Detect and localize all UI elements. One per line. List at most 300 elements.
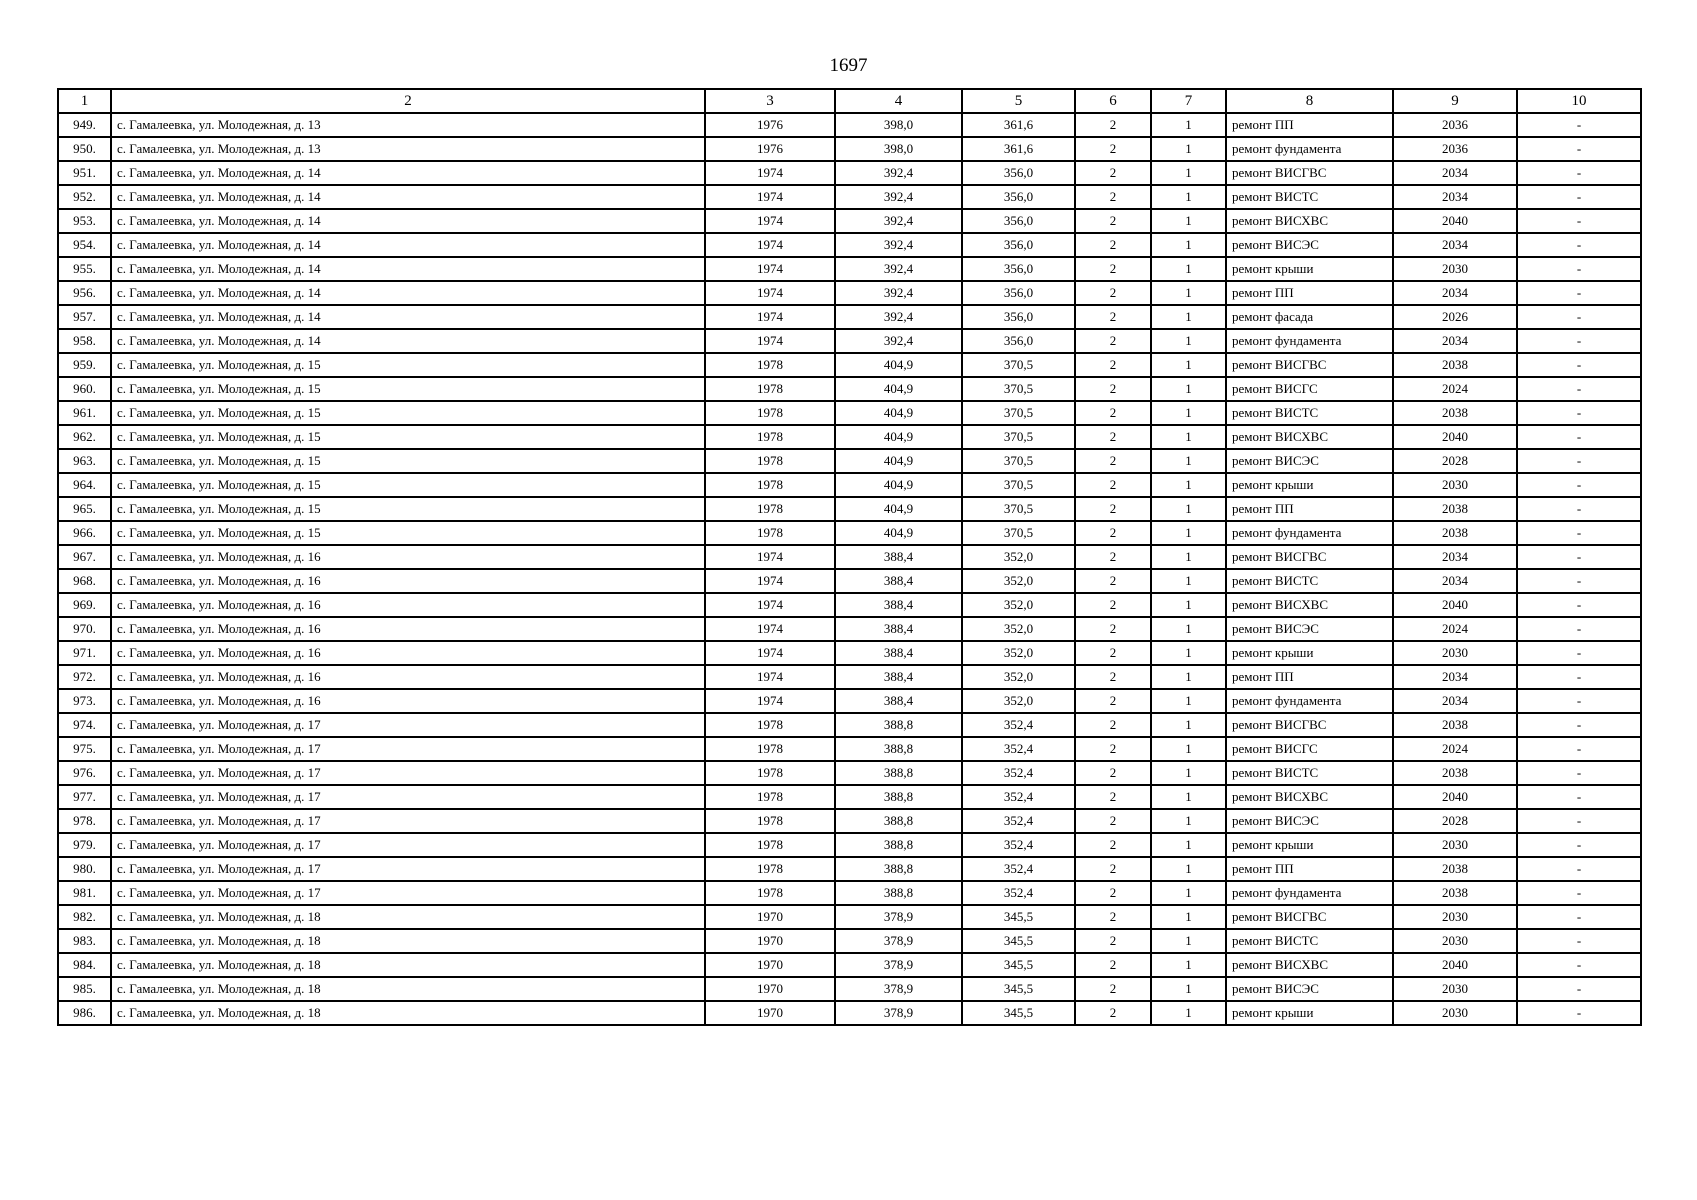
repair-type-cell: ремонт ВИСЭС	[1226, 233, 1393, 257]
living-area-cell: 370,5	[962, 449, 1075, 473]
floors-cell: 2	[1075, 377, 1151, 401]
floors-cell: 2	[1075, 569, 1151, 593]
table-row	[58, 977, 1641, 1001]
address-cell: с. Гамалеевка, ул. Молодежная, д. 16	[111, 569, 705, 593]
notes-cell: -	[1517, 473, 1641, 497]
floors-cell: 2	[1075, 209, 1151, 233]
total-area-cell: 392,4	[835, 281, 962, 305]
repair-type-cell: ремонт ВИСХВС	[1226, 593, 1393, 617]
year-built-cell: 1970	[705, 905, 835, 929]
table-row	[58, 209, 1641, 233]
address-cell: с. Гамалеевка, ул. Молодежная, д. 18	[111, 929, 705, 953]
row-number-cell: 963.	[58, 449, 111, 473]
planned-year-cell: 2034	[1393, 545, 1517, 569]
planned-year-cell: 2036	[1393, 137, 1517, 161]
living-area-cell: 352,4	[962, 761, 1075, 785]
year-built-cell: 1974	[705, 545, 835, 569]
row-number-cell: 971.	[58, 641, 111, 665]
total-area-cell: 378,9	[835, 929, 962, 953]
floors-cell: 2	[1075, 761, 1151, 785]
row-number-cell: 966.	[58, 521, 111, 545]
planned-year-cell: 2034	[1393, 281, 1517, 305]
entrances-cell: 1	[1151, 953, 1226, 977]
total-area-cell: 388,4	[835, 641, 962, 665]
living-area-cell: 356,0	[962, 281, 1075, 305]
floors-cell: 2	[1075, 905, 1151, 929]
entrances-cell: 1	[1151, 137, 1226, 161]
address-cell: с. Гамалеевка, ул. Молодежная, д. 16	[111, 545, 705, 569]
address-cell: с. Гамалеевка, ул. Молодежная, д. 14	[111, 161, 705, 185]
repair-type-cell: ремонт крыши	[1226, 473, 1393, 497]
living-area-cell: 345,5	[962, 977, 1075, 1001]
total-area-cell: 388,8	[835, 785, 962, 809]
living-area-cell: 352,0	[962, 665, 1075, 689]
repair-type-cell: ремонт ВИСГС	[1226, 737, 1393, 761]
row-number-cell: 977.	[58, 785, 111, 809]
column-header: 7	[1151, 89, 1226, 113]
table-row	[58, 401, 1641, 425]
column-header: 5	[962, 89, 1075, 113]
notes-cell: -	[1517, 113, 1641, 137]
repair-type-cell: ремонт крыши	[1226, 257, 1393, 281]
year-built-cell: 1974	[705, 209, 835, 233]
year-built-cell: 1970	[705, 929, 835, 953]
page-number: 1697	[829, 55, 868, 76]
floors-cell: 2	[1075, 881, 1151, 905]
floors-cell: 2	[1075, 665, 1151, 689]
living-area-cell: 352,4	[962, 881, 1075, 905]
living-area-cell: 345,5	[962, 905, 1075, 929]
planned-year-cell: 2034	[1393, 329, 1517, 353]
living-area-cell: 352,0	[962, 569, 1075, 593]
total-area-cell: 378,9	[835, 905, 962, 929]
address-cell: с. Гамалеевка, ул. Молодежная, д. 18	[111, 977, 705, 1001]
address-cell: с. Гамалеевка, ул. Молодежная, д. 15	[111, 425, 705, 449]
total-area-cell: 398,0	[835, 113, 962, 137]
entrances-cell: 1	[1151, 689, 1226, 713]
row-number-cell: 954.	[58, 233, 111, 257]
table-row	[58, 257, 1641, 281]
floors-cell: 2	[1075, 545, 1151, 569]
living-area-cell: 370,5	[962, 497, 1075, 521]
total-area-cell: 404,9	[835, 401, 962, 425]
address-cell: с. Гамалеевка, ул. Молодежная, д. 14	[111, 281, 705, 305]
planned-year-cell: 2038	[1393, 713, 1517, 737]
notes-cell: -	[1517, 953, 1641, 977]
row-number-cell: 957.	[58, 305, 111, 329]
table-row	[58, 449, 1641, 473]
notes-cell: -	[1517, 857, 1641, 881]
address-cell: с. Гамалеевка, ул. Молодежная, д. 17	[111, 713, 705, 737]
row-number-cell: 960.	[58, 377, 111, 401]
notes-cell: -	[1517, 137, 1641, 161]
living-area-cell: 356,0	[962, 233, 1075, 257]
notes-cell: -	[1517, 377, 1641, 401]
address-cell: с. Гамалеевка, ул. Молодежная, д. 15	[111, 521, 705, 545]
planned-year-cell: 2038	[1393, 497, 1517, 521]
year-built-cell: 1978	[705, 761, 835, 785]
table-row	[58, 785, 1641, 809]
total-area-cell: 404,9	[835, 353, 962, 377]
notes-cell: -	[1517, 569, 1641, 593]
entrances-cell: 1	[1151, 329, 1226, 353]
planned-year-cell: 2024	[1393, 737, 1517, 761]
repair-type-cell: ремонт фундамента	[1226, 329, 1393, 353]
entrances-cell: 1	[1151, 617, 1226, 641]
entrances-cell: 1	[1151, 881, 1226, 905]
row-number-cell: 949.	[58, 113, 111, 137]
living-area-cell: 370,5	[962, 377, 1075, 401]
living-area-cell: 356,0	[962, 329, 1075, 353]
living-area-cell: 352,4	[962, 785, 1075, 809]
total-area-cell: 388,8	[835, 833, 962, 857]
row-number-cell: 956.	[58, 281, 111, 305]
total-area-cell: 392,4	[835, 329, 962, 353]
entrances-cell: 1	[1151, 833, 1226, 857]
repair-type-cell: ремонт ВИСХВС	[1226, 953, 1393, 977]
address-cell: с. Гамалеевка, ул. Молодежная, д. 17	[111, 785, 705, 809]
planned-year-cell: 2028	[1393, 449, 1517, 473]
repair-type-cell: ремонт фундамента	[1226, 881, 1393, 905]
year-built-cell: 1978	[705, 833, 835, 857]
notes-cell: -	[1517, 617, 1641, 641]
table-row	[58, 1001, 1641, 1025]
notes-cell: -	[1517, 785, 1641, 809]
table-row	[58, 497, 1641, 521]
notes-cell: -	[1517, 401, 1641, 425]
notes-cell: -	[1517, 161, 1641, 185]
floors-cell: 2	[1075, 425, 1151, 449]
address-cell: с. Гамалеевка, ул. Молодежная, д. 17	[111, 833, 705, 857]
total-area-cell: 398,0	[835, 137, 962, 161]
row-number-cell: 976.	[58, 761, 111, 785]
row-number-cell: 979.	[58, 833, 111, 857]
address-cell: с. Гамалеевка, ул. Молодежная, д. 17	[111, 809, 705, 833]
entrances-cell: 1	[1151, 905, 1226, 929]
address-cell: с. Гамалеевка, ул. Молодежная, д. 13	[111, 137, 705, 161]
table-row	[58, 857, 1641, 881]
entrances-cell: 1	[1151, 113, 1226, 137]
notes-cell: -	[1517, 833, 1641, 857]
floors-cell: 2	[1075, 281, 1151, 305]
planned-year-cell: 2030	[1393, 257, 1517, 281]
notes-cell: -	[1517, 641, 1641, 665]
repair-type-cell: ремонт ПП	[1226, 665, 1393, 689]
entrances-cell: 1	[1151, 809, 1226, 833]
repair-type-cell: ремонт ВИСГВС	[1226, 161, 1393, 185]
column-number-header-row	[58, 89, 1641, 113]
entrances-cell: 1	[1151, 977, 1226, 1001]
year-built-cell: 1974	[705, 617, 835, 641]
notes-cell: -	[1517, 425, 1641, 449]
notes-cell: -	[1517, 737, 1641, 761]
entrances-cell: 1	[1151, 257, 1226, 281]
planned-year-cell: 2030	[1393, 977, 1517, 1001]
total-area-cell: 388,4	[835, 617, 962, 641]
entrances-cell: 1	[1151, 497, 1226, 521]
floors-cell: 2	[1075, 1001, 1151, 1025]
year-built-cell: 1978	[705, 377, 835, 401]
address-cell: с. Гамалеевка, ул. Молодежная, д. 17	[111, 857, 705, 881]
year-built-cell: 1974	[705, 665, 835, 689]
table-row	[58, 761, 1641, 785]
entrances-cell: 1	[1151, 569, 1226, 593]
address-cell: с. Гамалеевка, ул. Молодежная, д. 18	[111, 905, 705, 929]
year-built-cell: 1978	[705, 425, 835, 449]
floors-cell: 2	[1075, 641, 1151, 665]
entrances-cell: 1	[1151, 185, 1226, 209]
year-built-cell: 1978	[705, 737, 835, 761]
row-number-cell: 952.	[58, 185, 111, 209]
planned-year-cell: 2030	[1393, 929, 1517, 953]
floors-cell: 2	[1075, 449, 1151, 473]
address-cell: с. Гамалеевка, ул. Молодежная, д. 15	[111, 401, 705, 425]
address-cell: с. Гамалеевка, ул. Молодежная, д. 18	[111, 953, 705, 977]
notes-cell: -	[1517, 521, 1641, 545]
notes-cell: -	[1517, 1001, 1641, 1025]
floors-cell: 2	[1075, 953, 1151, 977]
total-area-cell: 388,4	[835, 593, 962, 617]
year-built-cell: 1974	[705, 233, 835, 257]
entrances-cell: 1	[1151, 305, 1226, 329]
entrances-cell: 1	[1151, 425, 1226, 449]
address-cell: с. Гамалеевка, ул. Молодежная, д. 17	[111, 761, 705, 785]
entrances-cell: 1	[1151, 665, 1226, 689]
floors-cell: 2	[1075, 161, 1151, 185]
floors-cell: 2	[1075, 137, 1151, 161]
column-header: 1	[58, 89, 111, 113]
repair-type-cell: ремонт крыши	[1226, 1001, 1393, 1025]
living-area-cell: 370,5	[962, 521, 1075, 545]
row-number-cell: 962.	[58, 425, 111, 449]
living-area-cell: 370,5	[962, 401, 1075, 425]
table-row	[58, 233, 1641, 257]
repair-type-cell: ремонт ВИСТС	[1226, 929, 1393, 953]
year-built-cell: 1978	[705, 521, 835, 545]
column-header: 8	[1226, 89, 1393, 113]
row-number-cell: 950.	[58, 137, 111, 161]
repair-type-cell: ремонт ВИСГВС	[1226, 713, 1393, 737]
entrances-cell: 1	[1151, 401, 1226, 425]
address-cell: с. Гамалеевка, ул. Молодежная, д. 18	[111, 1001, 705, 1025]
total-area-cell: 388,4	[835, 545, 962, 569]
planned-year-cell: 2040	[1393, 209, 1517, 233]
living-area-cell: 356,0	[962, 209, 1075, 233]
table-row	[58, 185, 1641, 209]
notes-cell: -	[1517, 233, 1641, 257]
entrances-cell: 1	[1151, 857, 1226, 881]
living-area-cell: 352,0	[962, 593, 1075, 617]
planned-year-cell: 2034	[1393, 569, 1517, 593]
address-cell: с. Гамалеевка, ул. Молодежная, д. 15	[111, 377, 705, 401]
floors-cell: 2	[1075, 857, 1151, 881]
row-number-cell: 985.	[58, 977, 111, 1001]
living-area-cell: 352,0	[962, 545, 1075, 569]
table-row	[58, 569, 1641, 593]
address-cell: с. Гамалеевка, ул. Молодежная, д. 17	[111, 737, 705, 761]
entrances-cell: 1	[1151, 545, 1226, 569]
planned-year-cell: 2030	[1393, 641, 1517, 665]
notes-cell: -	[1517, 713, 1641, 737]
entrances-cell: 1	[1151, 377, 1226, 401]
floors-cell: 2	[1075, 785, 1151, 809]
repair-type-cell: ремонт ВИСГВС	[1226, 353, 1393, 377]
floors-cell: 2	[1075, 521, 1151, 545]
row-number-cell: 955.	[58, 257, 111, 281]
floors-cell: 2	[1075, 593, 1151, 617]
year-built-cell: 1970	[705, 953, 835, 977]
planned-year-cell: 2038	[1393, 521, 1517, 545]
repair-type-cell: ремонт ПП	[1226, 497, 1393, 521]
living-area-cell: 345,5	[962, 1001, 1075, 1025]
address-cell: с. Гамалеевка, ул. Молодежная, д. 15	[111, 353, 705, 377]
repair-type-cell: ремонт ПП	[1226, 281, 1393, 305]
year-built-cell: 1978	[705, 401, 835, 425]
floors-cell: 2	[1075, 713, 1151, 737]
table-row	[58, 737, 1641, 761]
year-built-cell: 1974	[705, 689, 835, 713]
row-number-cell: 953.	[58, 209, 111, 233]
total-area-cell: 388,8	[835, 737, 962, 761]
living-area-cell: 352,4	[962, 857, 1075, 881]
repair-type-cell: ремонт ВИСГС	[1226, 377, 1393, 401]
planned-year-cell: 2040	[1393, 425, 1517, 449]
table-row	[58, 881, 1641, 905]
table-row	[58, 929, 1641, 953]
planned-year-cell: 2034	[1393, 161, 1517, 185]
row-number-cell: 978.	[58, 809, 111, 833]
capital-repair-table	[57, 88, 1642, 1026]
total-area-cell: 378,9	[835, 1001, 962, 1025]
row-number-cell: 980.	[58, 857, 111, 881]
notes-cell: -	[1517, 809, 1641, 833]
column-header: 6	[1075, 89, 1151, 113]
address-cell: с. Гамалеевка, ул. Молодежная, д. 16	[111, 617, 705, 641]
row-number-cell: 961.	[58, 401, 111, 425]
notes-cell: -	[1517, 329, 1641, 353]
total-area-cell: 392,4	[835, 233, 962, 257]
planned-year-cell: 2034	[1393, 689, 1517, 713]
notes-cell: -	[1517, 929, 1641, 953]
table-body	[58, 113, 1641, 1025]
notes-cell: -	[1517, 209, 1641, 233]
table-row	[58, 521, 1641, 545]
repair-type-cell: ремонт ВИСГВС	[1226, 545, 1393, 569]
year-built-cell: 1976	[705, 113, 835, 137]
entrances-cell: 1	[1151, 161, 1226, 185]
floors-cell: 2	[1075, 497, 1151, 521]
total-area-cell: 404,9	[835, 425, 962, 449]
total-area-cell: 392,4	[835, 257, 962, 281]
repair-type-cell: ремонт фундамента	[1226, 689, 1393, 713]
living-area-cell: 356,0	[962, 305, 1075, 329]
total-area-cell: 378,9	[835, 977, 962, 1001]
row-number-cell: 974.	[58, 713, 111, 737]
living-area-cell: 356,0	[962, 161, 1075, 185]
planned-year-cell: 2024	[1393, 377, 1517, 401]
row-number-cell: 967.	[58, 545, 111, 569]
repair-type-cell: ремонт ВИСЭС	[1226, 809, 1393, 833]
repair-type-cell: ремонт ВИСХВС	[1226, 209, 1393, 233]
living-area-cell: 361,6	[962, 137, 1075, 161]
table-row	[58, 137, 1641, 161]
floors-cell: 2	[1075, 353, 1151, 377]
total-area-cell: 404,9	[835, 497, 962, 521]
total-area-cell: 404,9	[835, 521, 962, 545]
entrances-cell: 1	[1151, 761, 1226, 785]
row-number-cell: 964.	[58, 473, 111, 497]
row-number-cell: 951.	[58, 161, 111, 185]
notes-cell: -	[1517, 185, 1641, 209]
year-built-cell: 1974	[705, 185, 835, 209]
living-area-cell: 352,0	[962, 641, 1075, 665]
planned-year-cell: 2034	[1393, 665, 1517, 689]
floors-cell: 2	[1075, 305, 1151, 329]
planned-year-cell: 2034	[1393, 233, 1517, 257]
notes-cell: -	[1517, 545, 1641, 569]
notes-cell: -	[1517, 977, 1641, 1001]
repair-type-cell: ремонт ВИСХВС	[1226, 425, 1393, 449]
floors-cell: 2	[1075, 257, 1151, 281]
table-row	[58, 305, 1641, 329]
living-area-cell: 370,5	[962, 425, 1075, 449]
living-area-cell: 352,0	[962, 689, 1075, 713]
total-area-cell: 388,4	[835, 689, 962, 713]
table-row	[58, 617, 1641, 641]
repair-type-cell: ремонт ВИСТС	[1226, 401, 1393, 425]
planned-year-cell: 2038	[1393, 857, 1517, 881]
year-built-cell: 1974	[705, 305, 835, 329]
entrances-cell: 1	[1151, 449, 1226, 473]
repair-type-cell: ремонт ВИСЭС	[1226, 977, 1393, 1001]
column-header: 10	[1517, 89, 1641, 113]
table-row	[58, 689, 1641, 713]
repair-type-cell: ремонт фундамента	[1226, 137, 1393, 161]
address-cell: с. Гамалеевка, ул. Молодежная, д. 17	[111, 881, 705, 905]
total-area-cell: 388,8	[835, 713, 962, 737]
year-built-cell: 1978	[705, 809, 835, 833]
total-area-cell: 388,8	[835, 809, 962, 833]
table-row	[58, 953, 1641, 977]
year-built-cell: 1970	[705, 977, 835, 1001]
floors-cell: 2	[1075, 401, 1151, 425]
year-built-cell: 1974	[705, 329, 835, 353]
entrances-cell: 1	[1151, 929, 1226, 953]
planned-year-cell: 2040	[1393, 785, 1517, 809]
planned-year-cell: 2030	[1393, 1001, 1517, 1025]
row-number-cell: 981.	[58, 881, 111, 905]
year-built-cell: 1978	[705, 785, 835, 809]
living-area-cell: 352,0	[962, 617, 1075, 641]
floors-cell: 2	[1075, 113, 1151, 137]
living-area-cell: 361,6	[962, 113, 1075, 137]
total-area-cell: 404,9	[835, 449, 962, 473]
address-cell: с. Гамалеевка, ул. Молодежная, д. 14	[111, 305, 705, 329]
repair-type-cell: ремонт ВИСХВС	[1226, 785, 1393, 809]
address-cell: с. Гамалеевка, ул. Молодежная, д. 15	[111, 497, 705, 521]
address-cell: с. Гамалеевка, ул. Молодежная, д. 14	[111, 233, 705, 257]
planned-year-cell: 2030	[1393, 905, 1517, 929]
row-number-cell: 983.	[58, 929, 111, 953]
repair-type-cell: ремонт ВИСЭС	[1226, 449, 1393, 473]
planned-year-cell: 2036	[1393, 113, 1517, 137]
table-row	[58, 281, 1641, 305]
year-built-cell: 1976	[705, 137, 835, 161]
floors-cell: 2	[1075, 809, 1151, 833]
address-cell: с. Гамалеевка, ул. Молодежная, д. 15	[111, 473, 705, 497]
repair-type-cell: ремонт крыши	[1226, 833, 1393, 857]
floors-cell: 2	[1075, 833, 1151, 857]
